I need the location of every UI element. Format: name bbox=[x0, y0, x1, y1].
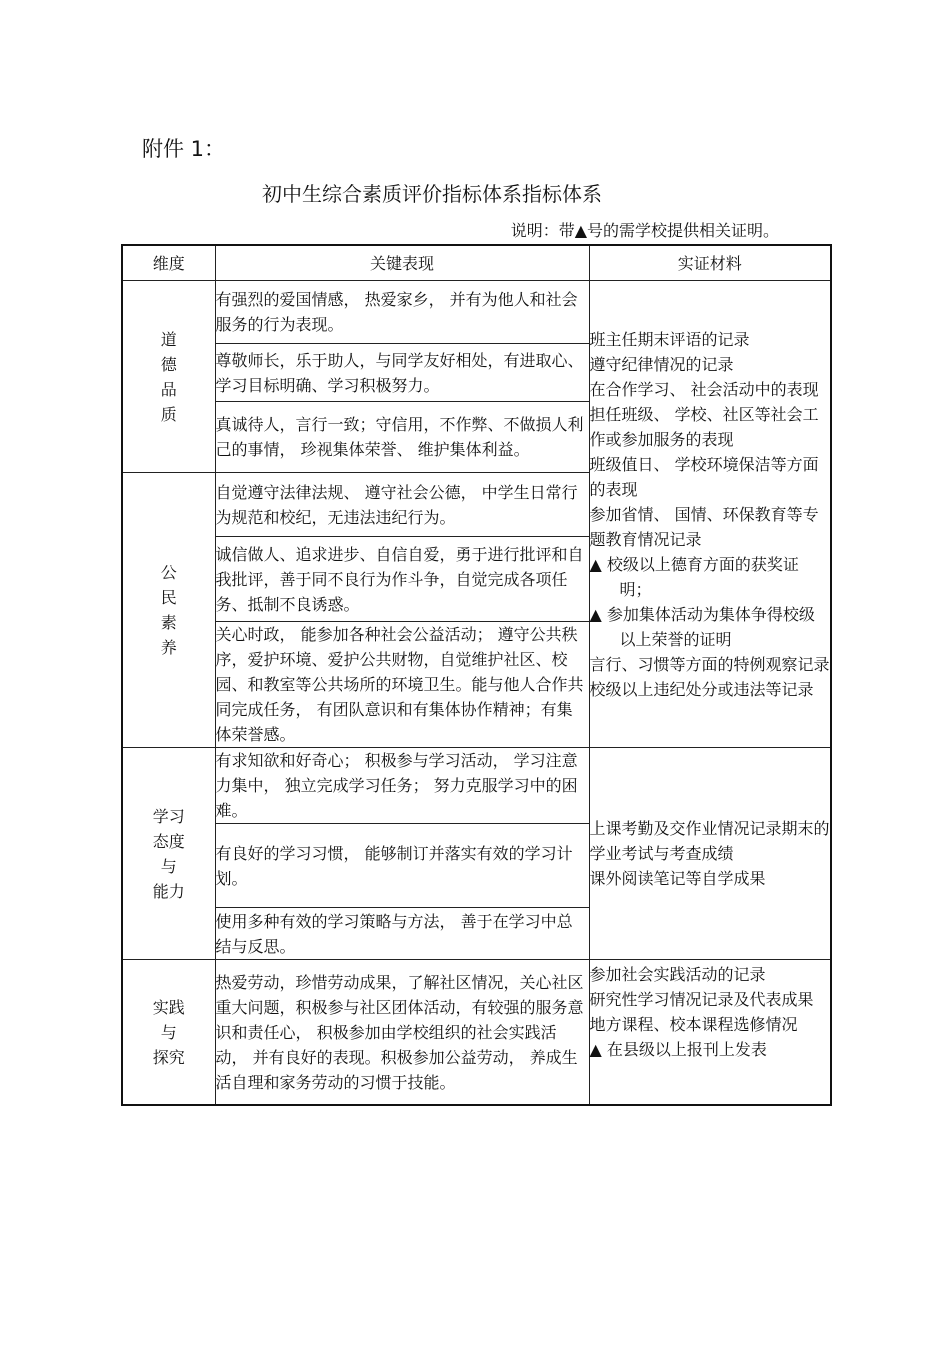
behavior-cell: 真诚待人，言行一致；守信用，不作弊、不做损人利己的事情， 珍视集体荣誉、 维护集体利益。 bbox=[215, 402, 589, 473]
note-text: 说明：带▲号的需学校提供相关证明。 bbox=[510, 221, 779, 240]
dimension-civic: 公 民 素 养 bbox=[122, 473, 215, 748]
evidence-item-certified: ▲ 参加集体活动为集体争得校级以上荣誉的证明 bbox=[589, 604, 815, 649]
evidence-practice bbox=[589, 960, 831, 1106]
evidence-item: 遵守纪律情况的记录 bbox=[589, 354, 734, 374]
table-row bbox=[122, 960, 831, 1106]
header-evidence: 实证材料 bbox=[589, 245, 831, 281]
behavior-cell: 关心时政， 能参加各种社会公益活动； 遵守公共秩序，爱护环境、爱护公共财物，自觉维护社区、校园、和教室等公共场所的环境卫生。能与他人合作共同完成任务， 有团队意识和有集体协作精神；有集体荣誉感。 bbox=[215, 622, 589, 748]
evidence-item: 地方课程、校本课程选修情况 bbox=[589, 1015, 798, 1034]
evidence-item: 班级值日、 学校环境保洁等方面的表现 bbox=[589, 454, 819, 499]
table-header-row bbox=[122, 245, 831, 281]
evidence-moral-civic bbox=[589, 281, 831, 748]
behavior-cell: 有强烈的爱国情感， 热爱家乡， 并有为他人和社会服务的行为表现。 bbox=[215, 281, 589, 344]
header-dimension: 维度 bbox=[122, 245, 215, 281]
evidence-item-certified: ▲ 在县级以上报刊上发表 bbox=[589, 1040, 767, 1059]
table-row bbox=[122, 748, 831, 824]
evidence-item: 在合作学习、 社会活动中的表现 bbox=[589, 379, 819, 399]
evidence-item-certified: ▲ 校级以上德育方面的获奖证明； bbox=[589, 554, 799, 599]
behavior-cell: 诚信做人、追求进步、自信自爱，勇于进行批评和自我批评，善于同不良行为作斗争，自觉完成各项任务、抵制不良诱惑。 bbox=[215, 537, 589, 622]
evidence-item: 上课考勤及交作业情况记录期末的学业考试与考查成绩 bbox=[589, 819, 830, 863]
table-row bbox=[122, 281, 831, 344]
dimension-practice: 实践 与 探究 bbox=[122, 960, 215, 1106]
evidence-item: 言行、习惯等方面的特例观察记录校级以上违纪处分或违法等记录 bbox=[589, 654, 830, 699]
evidence-item: 参加社会实践活动的记录 bbox=[589, 965, 766, 984]
behavior-cell: 有求知欲和好奇心； 积极参与学习活动， 学习注意力集中， 独立完成学习任务； 努力克服学习中的困难。 bbox=[215, 748, 589, 824]
page-title: 初中生综合素质评价指标体系指标体系 bbox=[262, 182, 602, 206]
behavior-cell: 热爱劳动，珍惜劳动成果，了解社区情况，关心社区重大问题，积极参与社区团体活动，有较强的服务意识和责任心， 积极参加由学校组织的社会实践活动， 并有良好的表现。积极参加公益劳动， 养成生活自理和家务劳动的习惯于技能。 bbox=[215, 960, 589, 1106]
evidence-item: 担任班级、 学校、社区等社会工作或参加服务的表现 bbox=[589, 404, 819, 449]
evidence-item: 参加省情、 国情、环保教育等专题教育情况记录 bbox=[589, 504, 819, 549]
behavior-cell: 使用多种有效的学习策略与方法， 善于在学习中总结与反思。 bbox=[215, 908, 589, 960]
attachment-label: 附件 1： bbox=[142, 137, 226, 161]
dimension-moral: 道 德 品 质 bbox=[122, 281, 215, 473]
evaluation-table bbox=[121, 244, 832, 1106]
behavior-cell: 有良好的学习习惯， 能够制订并落实有效的学习计划。 bbox=[215, 824, 589, 908]
header-key-behavior: 关键表现 bbox=[215, 245, 589, 281]
behavior-cell: 尊敬师长，乐于助人，与同学友好相处，有进取心、学习目标明确、学习积极努力。 bbox=[215, 344, 589, 402]
evidence-learning bbox=[589, 748, 831, 960]
evidence-item: 课外阅读笔记等自学成果 bbox=[589, 869, 766, 888]
dimension-learning: 学习 态度 与 能力 bbox=[122, 748, 215, 960]
behavior-cell: 自觉遵守法律法规、 遵守社会公德， 中学生日常行为规范和校纪，无违法违纪行为。 bbox=[215, 473, 589, 537]
evidence-item: 研究性学习情况记录及代表成果 bbox=[589, 990, 814, 1009]
evidence-item: 班主任期末评语的记录 bbox=[589, 329, 750, 349]
